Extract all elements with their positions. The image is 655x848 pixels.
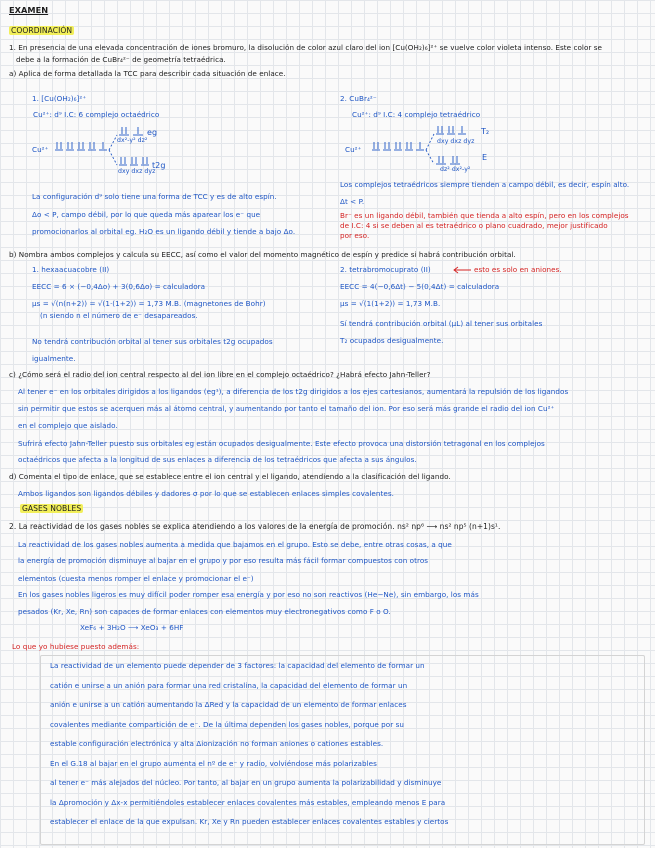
t2g-label: t2g	[152, 161, 166, 170]
gn-line-1: La reactividad de los gases nobles aumenta a medida que bajamos en el grupo. Esto se debe, entre otras cosas, a que	[18, 540, 452, 549]
right-b-name: 2. tetrabromocuprato (II)	[340, 265, 431, 274]
red-arrow-icon	[451, 266, 473, 274]
box-line-7: al tener e⁻ más alejados del núcleo. Por tanto, al bajar en un grupo aumenta la polarizabilidad y disminuye	[50, 778, 442, 787]
question-1-line-2: debe a la formación de CuBr₄²⁻ de geometría tetraédrica.	[16, 55, 226, 64]
note-right-2: Δt < P.	[340, 197, 365, 206]
eg-label: eg	[147, 128, 158, 137]
gn-line-2: la energía de promoción disminuye al bajar en el grupo y por eso resulta más fácil formar compuestos con otros	[18, 556, 429, 565]
right-b-contrib-2: T₂ ocupados desigualmente.	[340, 336, 444, 345]
question-1-line-1: 1. En presencia de una elevada concentración de iones bromuro, la disolución de color azul claro del ion [Cu(OH₂)₆]²⁺ se vuelve color violeta intenso. Este color se	[9, 43, 603, 52]
e-label: E	[482, 153, 488, 162]
question-2: 2. La reactividad de los gases nobles se explica atendiendo a los valores de la energía de promoción. ns² np⁶ ⟶ ns² np⁵ (n+1)s¹.	[9, 522, 501, 531]
complex-1-ion: Cu²⁺	[32, 145, 49, 154]
t2-orbitals: dxy dxz dyz	[437, 138, 475, 145]
right-b-contrib-1: Sí tendrá contribución orbital (μL) al tener sus orbitales	[340, 319, 543, 328]
extra-title: Lo que yo hubiese puesto además:	[12, 642, 140, 651]
complex-1-config: Cu²⁺: d⁹ I.C: 6 complejo octaédrico	[33, 110, 160, 119]
gn-line-4: En los gases nobles ligeros es muy difícil poder romper esa energía y por eso no son reactivos (He−Ne), sin embargo, los más	[18, 590, 479, 599]
box-line-8: la Δpromoción y Δx-x permitiéndoles establecer enlaces covalentes más estables, empleando menos E para	[50, 798, 446, 807]
left-b-mu: μs = √(n(n+2)) = √(1·(1+2)) = 1,73 M.B. (magnetones de Bohr)	[32, 299, 266, 308]
d-line: Ambos ligandos son ligandos débiles y dadores σ por lo que se establecen enlaces simples covalentes.	[18, 489, 394, 498]
eg-orbitals: dx²-y² dz²	[117, 137, 148, 144]
c-line-5: octaédricos que afecta a la longitud de sus enlaces a diferencia de los tetraédricos que afecta a sus ángulos.	[18, 455, 417, 464]
complex-1-title: 1. [Cu(OH₂)₆]²⁺	[32, 94, 87, 103]
note-left-3: promocionarlos al orbital eg. H₂O es un ligando débil y tiende a bajo Δo.	[32, 227, 296, 236]
left-b-contrib-2: igualmente.	[32, 354, 76, 363]
note-right-red-2: de I.C: 4 si se deben al es tetraédrico o plano cuadrado, mejor justificado	[340, 221, 608, 230]
note-left-2: Δo < P, campo débil, por lo que queda más aparear los e⁻ que	[32, 210, 261, 219]
page-title: EXAMEN	[9, 5, 49, 15]
complex-2-title: 2. CuBr₄²⁻	[340, 94, 377, 103]
section-title-gases-nobles: GASES NOBLES	[22, 504, 82, 513]
left-b-contrib-1: No tendrá contribución orbital al tener sus orbitales t2g ocupados	[32, 337, 273, 346]
gn-line-3: elementos (cuesta menos romper el enlace y promocionar el e⁻)	[18, 574, 254, 583]
section-title-coordinacion: COORDINACIÓN	[11, 26, 73, 35]
question-a: a) Aplica de forma detallada la TCC para describir cada situación de enlace.	[9, 69, 286, 78]
complex-2-ion: Cu²⁺	[345, 145, 362, 154]
box-line-6: En el G.18 al bajar en el grupo aumenta el nº de e⁻ y radio, volviéndose más polarizables	[50, 759, 377, 768]
question-d: d) Comenta el tipo de enlace, que se establece entre el ion central y el ligando, atendiendo a la clasificación del ligando.	[9, 472, 451, 481]
left-b-name: 1. hexaacuacobre (II)	[32, 265, 110, 274]
note-left-1: La configuración d⁹ solo tiene una forma de TCC y es de alto espín.	[32, 192, 277, 201]
question-b: b) Nombra ambos complejos y calcula su EECC, así como el valor del momento magnético de espín y predice si habrá contribución orbital.	[9, 250, 516, 259]
right-b-red-note: esto es solo en aniones.	[474, 265, 562, 274]
t2g-orbitals: dxy dxz dyz	[118, 168, 156, 175]
left-b-n-note: (n siendo n el número de e⁻ desapareados.	[40, 311, 198, 320]
gn-line-5: pesados (Kr, Xe, Rn) son capaces de formar enlaces con elementos muy electronegativos como F o O.	[18, 607, 391, 616]
box-line-3: anión e unirse a un catión aumentando la ΔRed y la capacidad de un elemento de formar enlaces	[50, 700, 407, 709]
c-line-3: en el complejo que aislado.	[18, 421, 118, 430]
note-right-1: Los complejos tetraédricos siempre tienden a campo débil, es decir, espín alto.	[340, 180, 630, 189]
c-line-4: Sufrirá efecto Jahn-Teller puesto sus orbitales eg están ocupados desigualmente. Este efecto provoca una distorsión tetragonal en los complejos	[18, 439, 545, 448]
box-line-9: establecer el enlace de la que expulsan. Kr, Xe y Rn pueden establecer enlaces covalentes estables y ciertos	[50, 817, 449, 826]
note-right-red-3: por eso.	[340, 231, 370, 240]
t2-label: T₂	[481, 127, 490, 136]
c-line-1: Al tener e⁻ en los orbitales dirigidos a los ligandos (eg¹), a diferencia de los t2g dirigidos a los ejes cartesianos, aumentará la repulsión de los ligandos	[18, 387, 569, 396]
question-c: c) ¿Cómo será el radio del ion central respecto al del ion libre en el complejo octaédrico? ¿Habrá efecto Jahn-Teller?	[9, 370, 431, 379]
box-line-1: La reactividad de un elemento puede depender de 3 factores: la capacidad del elemento de formar un	[50, 661, 425, 670]
c-line-2: sin permitir que estos se acerquen más al átomo central, y aumentando por tanto el tamaño del ion. Por eso será más grande el radio del ion Cu²⁺	[18, 404, 555, 413]
box-line-2: catión e unirse a un anión para formar una red cristalina, la capacidad del elemento de formar un	[50, 681, 408, 690]
right-b-eecc: EECC = 4(−0,6Δt) − 5(0,4Δt) = calculadora	[340, 282, 500, 291]
box-line-5: estable configuración electrónica y alta Δionización no forman aniones o cationes estables.	[50, 739, 384, 748]
box-line-4: covalentes mediante compartición de e⁻. De la última dependen los gases nobles, porque por su	[50, 720, 404, 729]
note-right-red-1: Br⁻ es un ligando débil, también que tienda a alto espín, pero en los complejos	[340, 211, 629, 220]
e-orbitals: dz² dx²-y²	[440, 166, 471, 173]
complex-2-config: Cu²⁺: d⁹ I.C: 4 complejo tetraédrico	[352, 110, 481, 119]
left-b-eecc: EECC = 6 × (−0,4Δo) + 3(0,6Δo) = calculadora	[32, 282, 206, 291]
right-b-mu: μs = √(1(1+2)) = 1,73 M.B.	[340, 299, 441, 308]
reaction-equation: XeF₆ + 3H₂O ⟶ XeO₃ + 6HF	[80, 623, 184, 632]
